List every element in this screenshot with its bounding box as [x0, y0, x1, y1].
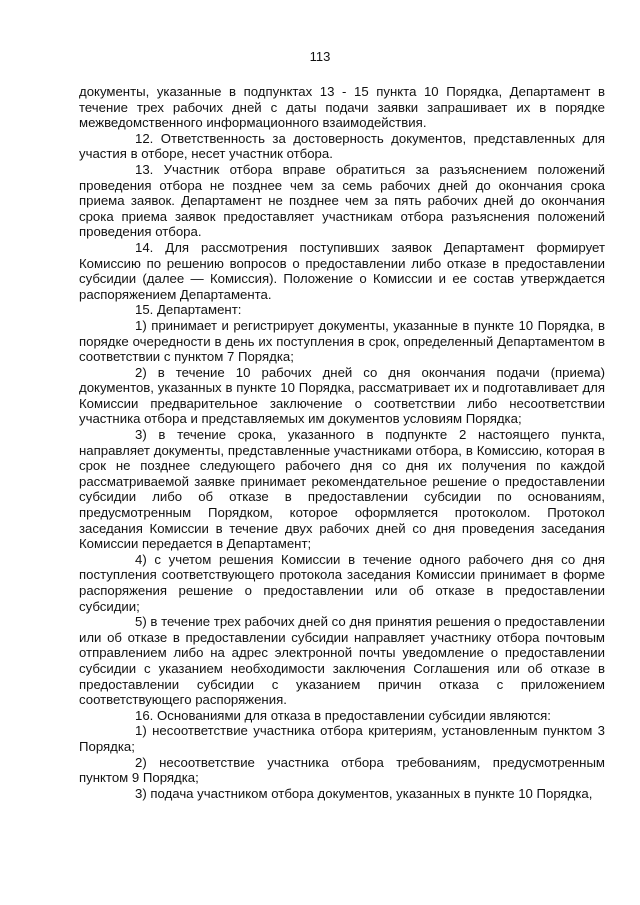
paragraph-15-item-1: 1) принимает и регистрирует документы, указанные в пункте 10 Порядка, в порядке очередности в день их поступления в срок, определенный Департаментом в соответствии с пунктом 7 Порядка; — [79, 317, 605, 365]
paragraph-15-item-2: 2) в течение 10 рабочих дней со дня окончания подачи (приема) документов, указанных в пункте 10 Порядка, рассматривает их и подготавливает для Комиссии предварительное заключение о соответствии либо несоответствии участника отбора и представляемых им документов условиям Порядка; — [79, 364, 605, 427]
paragraph-16-item-3: 3) подача участником отбора документов, указанных в пункте 10 Порядка, — [135, 785, 593, 801]
document-body — [79, 84, 605, 801]
paragraph-continuation: документы, указанные в подпунктах 13 - 15 пункта 10 Порядка, Департамент в течение трех рабочих дней с даты подачи заявки запрашивает их в порядке межведомственного информационного взаимодействия. — [79, 84, 605, 131]
paragraph-15-item-4: 4) с учетом решения Комиссии в течение одного рабочего дня со дня поступления соответствующего протокола заседания Комиссии принимает в форме распоряжения решение о предоставлении или об отказе в предоставлении субсидии; — [79, 551, 605, 614]
paragraph-16-item-2: 2) несоответствие участника отбора требованиям, предусмотренным пунктом 9 Порядка; — [79, 754, 605, 786]
paragraph-16-heading: 16. Основаниями для отказа в предоставлении субсидии являются: — [135, 707, 551, 723]
paragraph-14: 14. Для рассмотрения поступивших заявок Департамент формирует Комиссию по решению вопросов о предоставлении либо отказе в предоставлении субсидии (далее — Комиссия). Положение о Комиссии и ее состав утверждается распоряжением Департамента. — [79, 239, 605, 302]
page-number: 113 — [309, 49, 331, 64]
paragraph-15-item-3: 3) в течение срока, указанного в подпункте 2 настоящего пункта, направляет документы, представленные участниками отбора, в Комиссию, которая в срок не позднее следующего рабочего дня со дня их получения по каждой рассматриваемой заявке принимает рекомендательное решение о предоставлении субсидии либо об отказе в предоставлении субсидии по основаниям, предусмотренным Порядком, которое оформляется протоколом. Протокол заседания Комиссии в течение двух рабочих дней со дня проведения заседания Комиссии передается в Департамент; — [79, 427, 605, 552]
paragraph-13: 13. Участник отбора вправе обратиться за разъяснением положений проведения отбора не позднее чем за семь рабочих дней до окончания срока приема заявок. Департамент не позднее чем за пять рабочих дней до окончания срока приема заявок предоставляет участникам отбора разъяснения положений проведения отбора. — [79, 161, 605, 240]
paragraph-12: 12. Ответственность за достоверность документов, представленных для участия в отборе, несет участник отбора. — [79, 130, 605, 162]
paragraph-15-heading: 15. Департамент: — [135, 302, 242, 318]
paragraph-16-item-1: 1) несоответствие участника отбора критериям, установленным пунктом 3 Порядка; — [79, 723, 605, 754]
paragraph-15-item-5: 5) в течение трех рабочих дней со дня принятия решения о предоставлении или об отказе в предоставлении субсидии направляет участнику отбора почтовым отправлением либо на адрес электронной почты уведомление о предоставлении субсидии с указанием необходимости заключения Соглашения или об отказе в предоставлении субсидии с указанием причин отказа с приложением соответствующего распоряжения. — [79, 614, 605, 708]
